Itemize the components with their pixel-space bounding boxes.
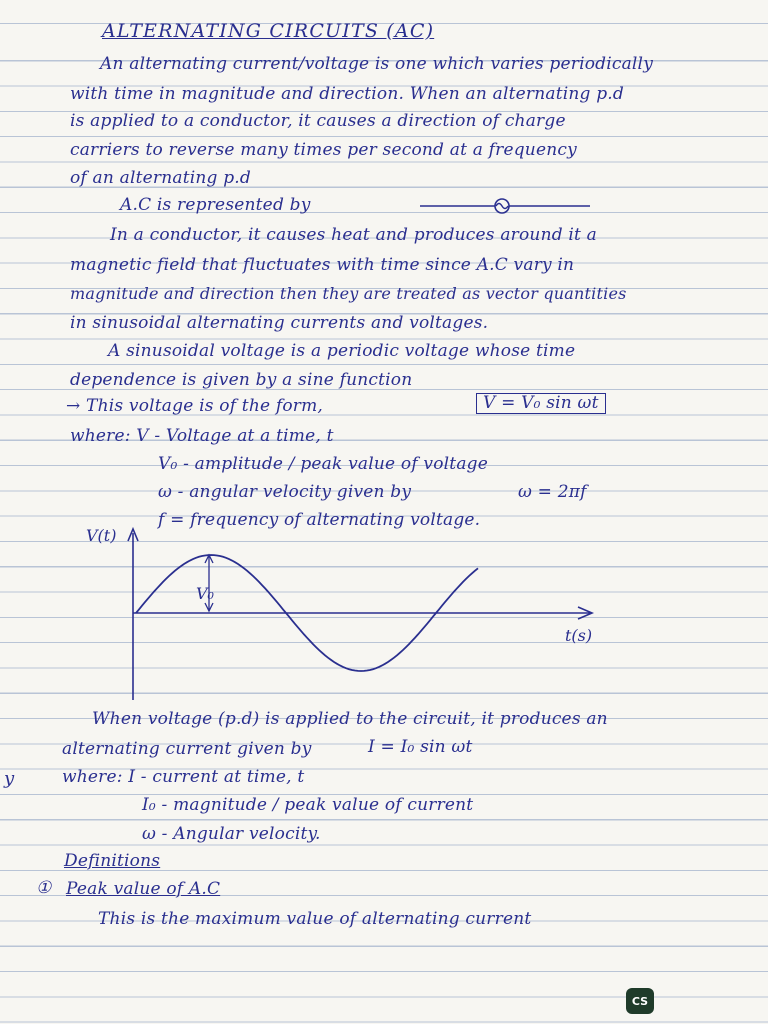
- ac-source-symbol: [420, 196, 600, 216]
- y-axis-label: V(t): [86, 526, 117, 545]
- note-line: where: V - Voltage at a time, t: [70, 426, 334, 446]
- note-line: in sinusoidal alternating currents and voltages.: [70, 313, 489, 333]
- amplitude-label: V₀: [196, 584, 214, 603]
- note-line: f = frequency of alternating voltage.: [158, 510, 481, 530]
- item-number: ①: [36, 878, 52, 898]
- definitions-heading: Definitions: [64, 851, 161, 871]
- omega-formula: ω = 2πf: [518, 482, 587, 502]
- note-line: magnetic field that fluctuates with time since A.C vary in: [70, 255, 575, 275]
- note-line: In a conductor, it causes heat and produces around it a: [110, 225, 598, 245]
- note-line: A sinusoidal voltage is a periodic voltage whose time: [108, 341, 576, 361]
- note-line: A.C is represented by: [120, 195, 311, 215]
- item-text: This is the maximum value of alternating current: [98, 909, 532, 929]
- note-line: of an alternating p.d: [70, 168, 251, 188]
- camscanner-badge: CS: [626, 988, 654, 1014]
- note-line: magnitude and direction then they are treated as vector quantities: [70, 284, 627, 303]
- note-line: dependence is given by a sine function: [70, 370, 413, 390]
- item-heading: Peak value of A.C: [66, 879, 221, 899]
- note-line: → This voltage is of the form,: [66, 396, 324, 416]
- sine-wave-graph: [0, 515, 768, 705]
- current-formula: I = I₀ sin ωt: [368, 737, 473, 757]
- note-line: ω - angular velocity given by: [158, 482, 412, 502]
- note-line: V₀ - amplitude / peak value of voltage: [158, 454, 489, 474]
- note-line: I₀ - magnitude / peak value of current: [142, 795, 474, 815]
- note-line: ω - Angular velocity.: [142, 824, 321, 844]
- note-line: carriers to reverse many times per second at a frequency: [70, 140, 577, 160]
- note-line: alternating current given by: [62, 739, 312, 759]
- note-line: When voltage (p.d) is applied to the circuit, it produces an: [92, 709, 608, 729]
- page-title: ALTERNATING CIRCUITS (AC): [102, 20, 435, 42]
- note-line: An alternating current/voltage is one which varies periodically: [100, 54, 653, 74]
- note-line: is applied to a conductor, it causes a direction of charge: [70, 111, 566, 131]
- x-axis-label: t(s): [565, 626, 593, 645]
- margin-mark: y: [4, 768, 15, 789]
- voltage-formula-box: V = V₀ sin ωt: [476, 393, 606, 414]
- note-line: with time in magnitude and direction. When an alternating p.d: [70, 84, 624, 104]
- note-line: where: I - current at time, t: [62, 767, 305, 787]
